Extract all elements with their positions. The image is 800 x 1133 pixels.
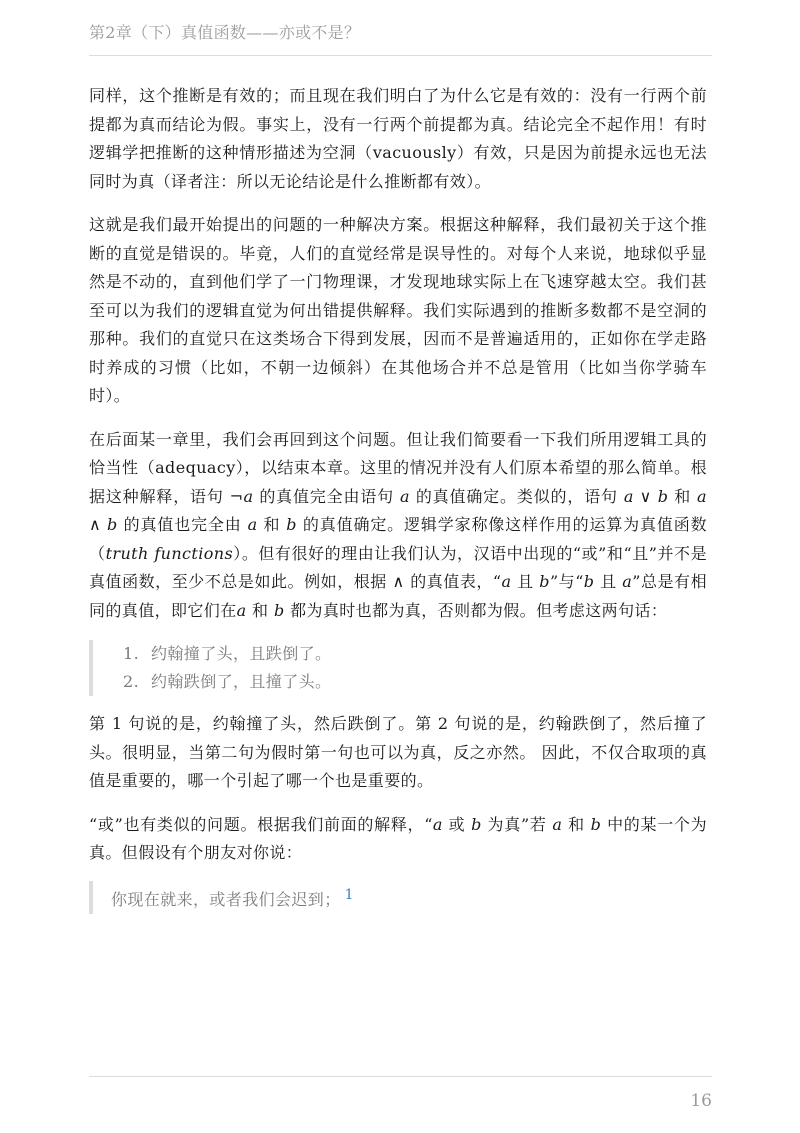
list-item: 1. 约翰撞了头，且跌倒了。 [123, 644, 332, 663]
list-item: 2. 约翰跌倒了，且撞了头。 [123, 672, 332, 691]
paragraph-conjunction-order: 第 1 句说的是，约翰撞了头，然后跌倒了。第 2 句说的是，约翰跌倒了，然后撞了头。很明显，当第二句为假时第一句也可以为真，反之亦然。 因此，不仅合取项的真值是重要的，哪一个引起了哪一个也是重要的。 [89, 714, 707, 790]
page-footer [89, 1076, 712, 1117]
chapter-title: 第2章（下）真值函数——亦或不是？ [89, 23, 361, 42]
paragraph-truth-functions: 在后面某一章里，我们会再回到这个问题。但让我们简要看一下我们所用逻辑工具的恰当性（adequacy），以结束本章。这里的情况并没有人们原本希望的那么简单。根据这种解释，语句 ¬a 的真值完全由语句 a 的真值确定。类似的，语句 a ∨ b 和 a ∧ b 的真值也完全由 a 和 b 的真值确定。逻辑学家称像这样作用的运算为真值函数（truth functions）。但有很好的理由让我们认为，汉语中出现的“或”和“且”并不是真值函数，至少不总是如此。例如，根据 ∧ 的真值表，“a 且 b”与“b 且 a”总是有相同的真值，即它们在a 和 b 都为真时也都为真，否则都为假。但考虑这两句话： [89, 429, 707, 620]
example-sentences-list [123, 640, 707, 696]
page-number: 16 [690, 1091, 712, 1111]
paragraph-vacuous-validity: 同样，这个推断是有效的；而且现在我们明白了为什么它是有效的：没有一行两个前提都为真而结论为假。事实上，没有一行两个前提都为真。结论完全不起作用！有时逻辑学把推断的这种情形描述为空洞（vacuously）有效，只是因为前提永远也无法同时为真（译者注：所以无论结论是什么推断都有效）。 [89, 86, 707, 191]
paragraph-intuition-explanation: 这就是我们最开始提出的问题的一种解决方案。根据这种解释，我们最初关于这个推断的直觉是错误的。毕竟，人们的直觉经常是误导性的。对每个人来说，地球似乎显然是不动的，直到他们学了一门物理课，才发现地球实际上在飞速穿越太空。我们甚至可以为我们的逻辑直觉为何出错提供解释。我们实际遇到的推断多数都不是空洞的那种。我们的直觉只在这类场合下得到发展，因而不是普遍适用的，正如你在学走路时养成的习惯（比如，不朝一边倾斜）在其他场合并不总是管用（比如当你学骑车时）。 [89, 215, 707, 405]
example-sentences-blockquote [89, 640, 707, 696]
page-content [89, 82, 707, 928]
running-header [89, 20, 712, 56]
quote-text: 你现在就来，或者我们会迟到； [111, 889, 341, 909]
footnote-link[interactable]: 1 [344, 886, 354, 903]
paragraph-disjunction-problem: “或”也有类似的问题。根据我们前面的解释，“a 或 b 为真”若 a 和 b 中的某一个为真。但假设有个朋友对你说： [89, 814, 708, 862]
friend-quote-blockquote [89, 881, 707, 914]
